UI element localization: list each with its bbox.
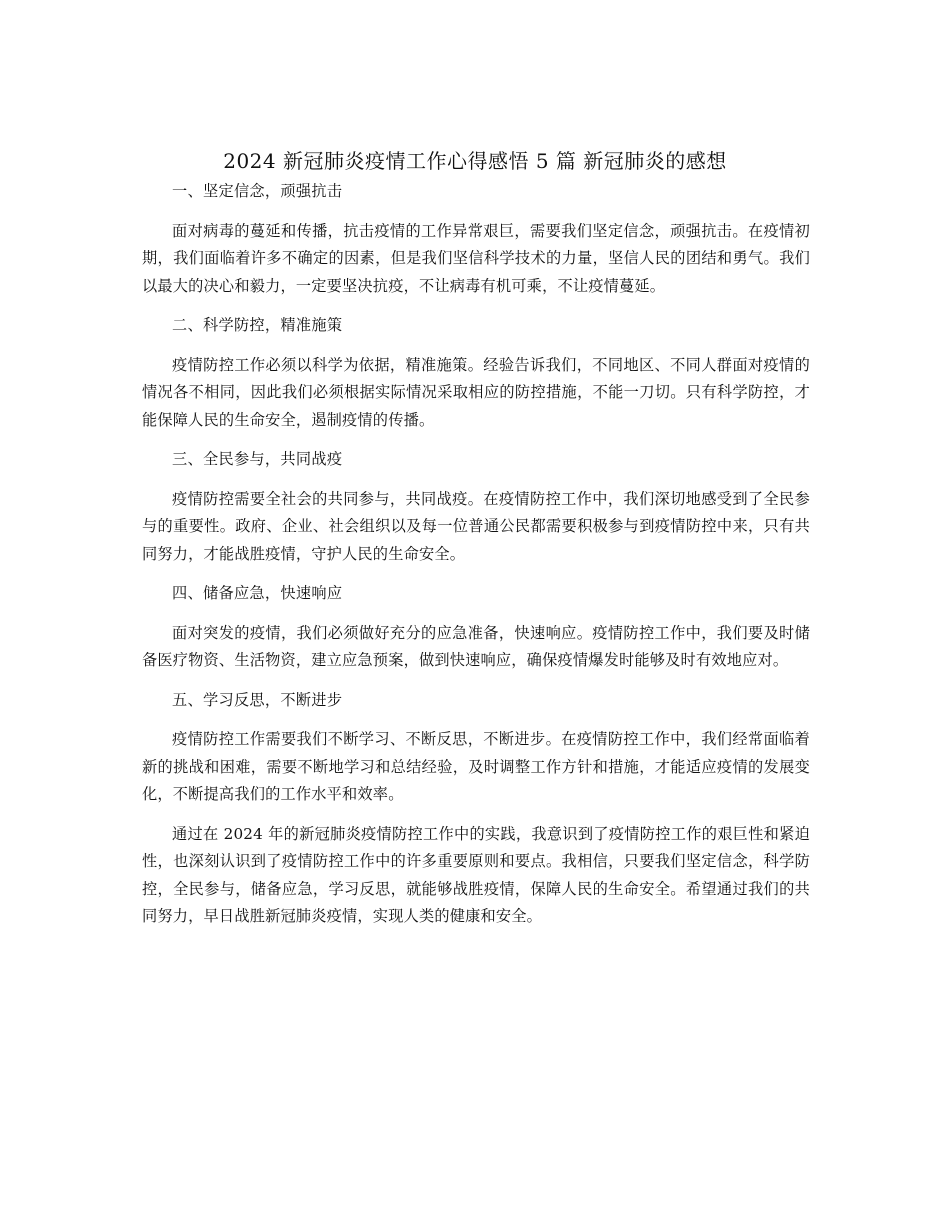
- section-paragraph-4: 面对突发的疫情，我们必须做好充分的应急准备，快速响应。疫情防控工作中，我们要及时储备医疗物资、生活物资，建立应急预案，做到快速响应，确保疫情爆发时能够及时有效地应对。: [142, 623, 810, 669]
- section-paragraph-5: 疫情防控工作需要我们不断学习、不断反思，不断进步。在疫情防控工作中，我们经常面临着新的挑战和困难，需要不断地学习和总结经验，及时调整工作方针和措施，才能适应疫情的发展变化，不断提高我们的工作水平和效率。: [142, 730, 810, 803]
- document-body: [142, 178, 810, 931]
- section-heading-4: 四、储备应急，快速响应: [172, 584, 343, 602]
- section-paragraph-2: 疫情防控工作必须以科学为依据，精准施策。经验告诉我们，不同地区、不同人群面对疫情的情况各不相同，因此我们必须根据实际情况采取相应的防控措施，不能一刀切。只有科学防控，才能保障人民的生命安全，遏制疫情的传播。: [142, 355, 810, 429]
- section-heading-3: 三、全民参与，共同战疫: [172, 450, 343, 468]
- section-paragraph-1: 面对病毒的蔓延和传播，抗击疫情的工作异常艰巨，需要我们坚定信念，顽强抗击。在疫情初期，我们面临着许多不确定的因素，但是我们坚信科学技术的力量，坚信人民的团结和勇气。我们以最大的决心和毅力，一定要坚决抗疫，不让病毒有机可乘，不让疫情蔓延。: [142, 221, 810, 295]
- document-title: 2024 新冠肺炎疫情工作心得感悟 5 篇 新冠肺炎的感想: [223, 149, 727, 173]
- section-heading-1: 一、坚定信念，顽强抗击: [172, 182, 343, 200]
- section-paragraph-3: 疫情防控需要全社会的共同参与，共同战疫。在疫情防控工作中，我们深切地感受到了全民参与的重要性。政府、企业、社会组织以及每一位普通公民都需要积极参与到疫情防控中来，只有共同努力，才能战胜疫情，守护人民的生命安全。: [142, 489, 810, 563]
- conclusion-paragraph: 通过在 2024 年的新冠肺炎疫情防控工作中的实践，我意识到了疫情防控工作的艰巨性和紧迫性，也深刻认识到了疫情防控工作中的许多重要原则和要点。我相信，只要我们坚定信念，科学防控，全民参与，储备应急，学习反思，就能够战胜疫情，保障人民的生命安全。希望通过我们的共同努力，早日战胜新冠肺炎疫情，实现人类的健康和安全。: [142, 824, 810, 925]
- section-heading-5: 五、学习反思，不断进步: [172, 690, 343, 709]
- section-heading-2: 二、科学防控，精准施策: [172, 316, 343, 334]
